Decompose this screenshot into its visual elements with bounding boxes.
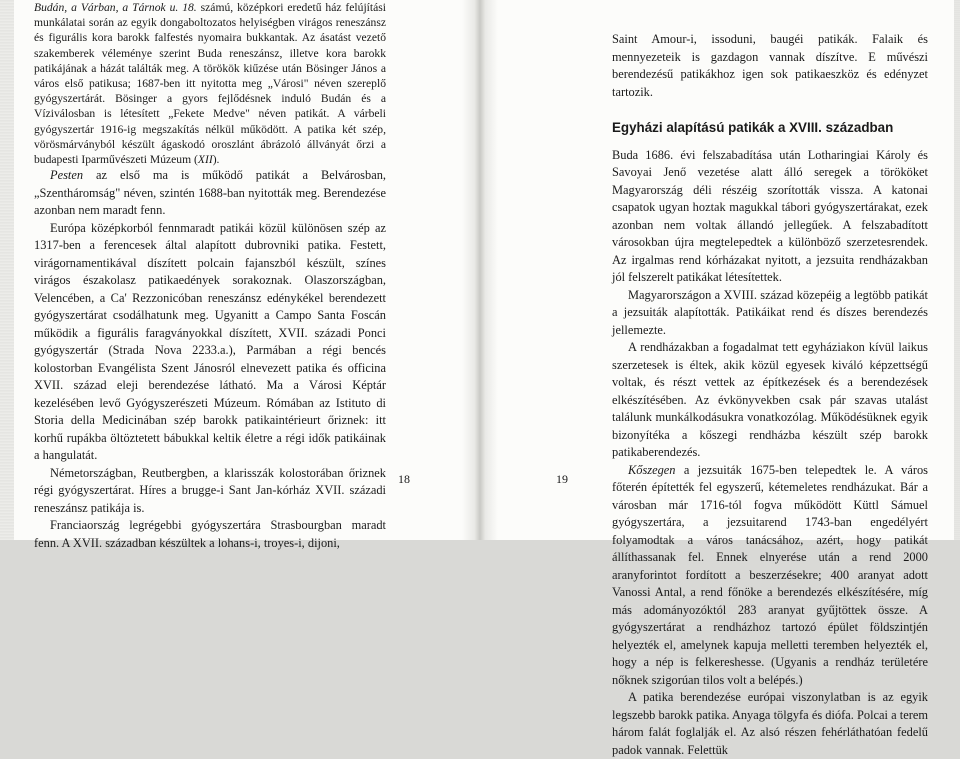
book-gutter <box>462 0 498 540</box>
koszeg-text: a jezsuiták 1675-ben telepedtek le. A város főterén építették fel egyszerű, kétemeletes rendházukat. Bár a városban már 1716-tól fogva működött Küttl Sámuel gyógyszertára, a jezsuitarend 1743-ban engedélyért folyamodtak a város tanácsához, azért, hogy patikát állíthassanak fel. Ennek elnyerése után a rend 2000 aranyforintot fordított a beszerzésekre; 400 aranyat adott Vanossi Antal, a rend főnöke a berendezés elkészítésére, míg más adományozóktól 283 aranyat gyűjtöttek össze. A gyógyszertárat a rendházhoz tartozó épület földszintjén helyezték el, amelynek kapuja melletti teremben helyezték el, hogy a nép is felkereshesse. (Ugyanis a rendház területére nőknek szigorúan tilos volt a belépés.) <box>612 462 928 687</box>
paragraph-hungary: Magyarországon a XVIII. század közepéig a legtöbb patikát a jezsuiták alapították. Patikáikat rend és díszes berendezés jellemezte. <box>612 287 928 337</box>
pest-text: az első ma is működő patikát a Belvárosban, „Szentháromság" néven, szintén 1688-ban nyitották meg. Berendezése azonban nem maradt fenn. <box>34 168 386 218</box>
paragraph-rend: A rendházakban a fogadalmat tett egyháziakon kívül laikus szerzetesek is éltek, akik közül egyesek kiváló képzettségű voltak, és részt vettek az építkezések és a berendezések elkészítésében. Az évkönyvekben csak pár szavas utalást találunk munkálkodásukra vonatkozólag. Működésüknek egyik bizonyítéka a kőszegi rendházba készült szép barokk patikaberendezés. <box>612 340 928 459</box>
image-caption <box>34 0 386 167</box>
section-heading: Egyházi alapítású patikák a XVIII. században <box>612 120 894 135</box>
caption-end: ). <box>212 153 220 167</box>
right-text-column <box>612 31 928 759</box>
paragraph-last: A patika berendezése európai viszonylatban is az egyik legszebb barokk patika. Anyaga tölgyfa és diófa. Polcai a terem három falát foglalják el. Az alsó részen fehérláthatóan fedelű padok vannak. Felettük <box>612 690 928 757</box>
paragraph-europe: Európa középkorból fennmaradt patikái közül különösen szép az 1317-ben a ferencesek által alapított dubrovniki patika. Festett, virágornamentikával díszített polcain fajanszból készült, színes virágos északolasz patikaedények sorakoznak. Olaszországban, Velencében, a Ca' Rezzonicóban reneszánsz edénykékel berendezett gyógyszertárat csodálhatunk meg. Ugyanitt a Campo Santa Foscán működik a figurális faragványokkal díszített, XVII. századi Ponci gyógyszertár (Strada Nova 2233.a.), Parmában a régi bencés kolostorban Evangélista Szent Jánosról elnevezett patika és officina XVII. század eleji berendezése látható. Ma a Városi Képtár kezelésében levő Gyógyszerészeti Múzeum. Rómában az Istituto di Storia della Medicinában szép barokk patikaintérieurt őriznek: itt korhű rupákba öltöztetett bábukkal keltik életre a régi idők patikáinak a hangulatát. <box>34 220 386 463</box>
page-edge-left <box>0 0 14 540</box>
left-text-column <box>34 0 386 552</box>
caption-ref: XII <box>197 153 213 167</box>
paragraph-pest <box>34 167 386 220</box>
caption-body: számú, középkori eredetű ház felújítási munkálatai során az egyik dongaboltozatos helyiségben virágos reneszánsz és figurális kora barokk falfestés nyomaira bukkantak. Az ásatást vezető szakemberek véleménye szerint Buda reneszánsz, illetve kora barokk patikájának a házát találták meg. A törökök kiűzése után Bösinger János a város első patikusa; 1687-ben itt nyitotta meg „Városi" néven szereplő gyógyszertárát. Bösinger a gyors fejlődésnek induló Budán és a Víziválosban is létesített „Fekete Medve" néven patikát. A várbeli gyógyszertár 1916-ig megszakítás nélkül működött. A patika két szép, vörösmárványból készült ágaskodó oroszlánt ábrázoló állványát őrzi a budapesti Iparművészeti Múzeum ( <box>34 1 386 167</box>
paragraph-buda: Buda 1686. évi felszabadítása után Lotharingiai Károly és Savoyai Jenő vezetése alatt álló seregek a törököket Magyarország déli részéig szorították vissza. A katonai csapatok ugyan hoztak magukkal tábori gyógyszertárakat, ezek azonban nem voltak állandó jellegűek. A felszabadított városokban újra megtelepedtek a különböző szerzetesrendek. Az irgalmas rend kórházakat nyitott, a jezsuita rendházakban jól felszerelt patikákat létesítettek. <box>612 147 928 284</box>
paragraph-france: Franciaország legrégebbi gyógyszertára Strasbourgban maradt fenn. A XVII. században készültek a lohans-i, troyes-i, dijoni, <box>34 518 386 550</box>
paragraph-intro: Saint Amour-i, issoduni, baugéi patikák. Falaik és mennyezeteik is gazdagon vannak díszítve. E művészi berendezésű patikákhoz igen sok patikaeszköz és edényzet tartozik. <box>612 32 928 99</box>
page-number-left: 18 <box>398 472 410 486</box>
koszeg-em: Kőszegen <box>628 462 676 477</box>
page-number-right: 19 <box>556 472 568 486</box>
caption-title: Budán, a Várban, a Tárnok u. 18. <box>34 1 197 14</box>
page-edge-right <box>954 0 960 540</box>
pest-em: Pesten <box>50 168 84 183</box>
paragraph-koszeg <box>612 462 928 690</box>
paragraph-germany: Németországban, Reutbergben, a klarisszák kolostorában őriznek régi gyógyszertárat. Híres a brugge-i Sant Jan-kórház XVII. századi reneszánsz patikája is. <box>34 465 386 515</box>
